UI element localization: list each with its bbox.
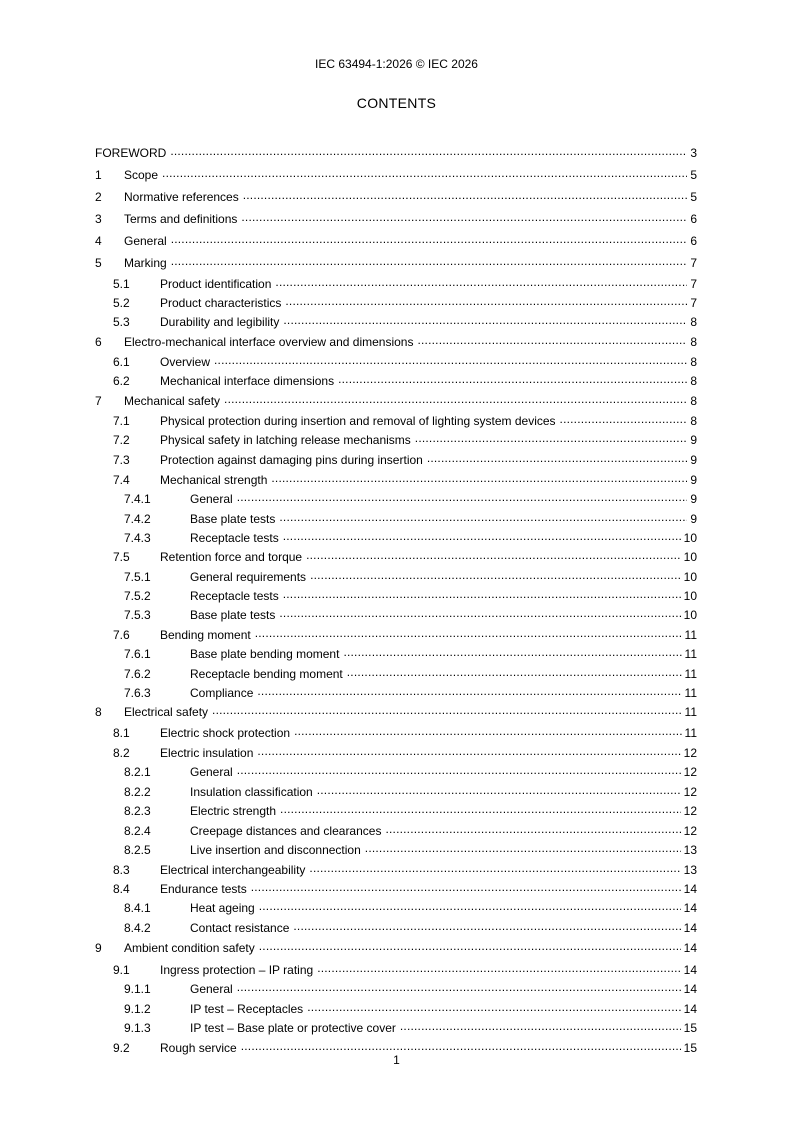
toc-entry[interactable] [95,588,697,603]
toc-entry-page: 5 [690,189,697,204]
toc-entry-page: 10 [683,588,697,603]
dot-leader [338,373,687,385]
dot-leader [237,491,688,503]
dot-leader [237,981,681,993]
toc-entry-number: 8.2 [113,745,130,760]
toc-entry-number: 6.1 [113,354,130,369]
dot-leader [427,452,687,464]
toc-entry[interactable] [95,393,697,408]
toc-entry-label: Heat ageing [190,900,255,915]
toc-entry-number: 5.2 [113,295,130,310]
dot-leader [317,784,681,796]
toc-entry-page: 13 [683,842,697,857]
dot-leader [347,666,682,678]
toc-entry-label: General [190,764,233,779]
toc-entry[interactable] [95,862,697,877]
dot-leader [310,569,681,581]
toc-entry-number: 7.6.1 [124,646,151,661]
dot-leader [251,881,681,893]
toc-entry-label: Protection against damaging pins during insertion [160,452,423,467]
toc-entry-label: Mechanical strength [160,472,268,487]
toc-entry-number: 5 [95,255,102,270]
toc-entry-page: 11 [684,666,697,681]
toc-entry-page: 11 [684,627,697,642]
toc-entry-number: 8.4 [113,881,130,896]
toc-entry-page: 9 [690,511,697,526]
toc-entry-number: 8.4.2 [124,920,151,935]
toc-entry-label: Electro-mechanical interface overview and dimensions [124,334,414,349]
dot-leader [283,314,687,326]
toc-entry[interactable] [95,940,697,955]
toc-entry-label: Base plate tests [190,511,276,526]
dot-leader [171,233,688,245]
toc-entry-label: Receptacle tests [190,588,279,603]
dot-leader [241,1040,681,1052]
dot-leader [385,823,680,835]
toc-entry[interactable] [95,725,697,740]
toc-entry-number: 8.2.2 [124,784,151,799]
toc-entry[interactable] [95,1020,697,1035]
toc-entry-page: 8 [690,334,697,349]
toc-entry-label: General [190,981,233,996]
toc-entry[interactable] [95,233,697,248]
toc-entry[interactable] [95,842,697,857]
dot-leader [271,472,687,484]
dot-leader [275,276,687,288]
dot-leader [241,211,687,223]
toc-entry-page: 7 [690,276,697,291]
toc-entry-label: Mechanical interface dimensions [160,373,335,388]
dot-leader [259,940,681,952]
dot-leader [214,354,687,366]
toc-entry-label: Electric shock protection [160,725,291,740]
toc-entry-page: 11 [684,704,697,719]
dot-leader [280,803,681,815]
toc-entry[interactable] [95,530,697,545]
toc-entry-number: 7.4 [113,472,130,487]
toc-entry-number: 8.2.1 [124,764,151,779]
document-header: IEC 63494-1:2026 © IEC 2026 [315,57,478,71]
toc-entry-label: Contact resistance [190,920,290,935]
toc-entry[interactable] [95,803,697,818]
toc-entry-label: Physical protection during insertion and removal of lighting system devices [160,413,556,428]
toc-entry-number: 8.2.4 [124,823,151,838]
toc-entry-label: Electrical interchangeability [160,862,306,877]
toc-entry-number: 7.4.3 [124,530,151,545]
dot-leader [365,842,681,854]
toc-entry-page: 6 [690,211,697,226]
toc-entry-number: 7.6.2 [124,666,151,681]
toc-entry-label: Base plate bending moment [190,646,340,661]
toc-entry-page: 9 [690,472,697,487]
toc-entry[interactable] [95,745,697,760]
dot-leader [162,167,687,179]
toc-entry[interactable] [95,276,697,291]
toc-entry-page: 8 [690,354,697,369]
toc-entry-label: Live insertion and disconnection [190,842,361,857]
toc-entry-page: 14 [683,900,697,915]
toc-entry-number: 7.5.3 [124,607,151,622]
toc-entry-label: IP test – Receptacles [190,1001,304,1016]
toc-entry-label: IP test – Base plate or protective cover [190,1020,396,1035]
toc-entry[interactable] [95,823,697,838]
toc-entry-page: 10 [683,549,697,564]
toc-entry-label: Durability and legibility [160,314,280,329]
toc-entry[interactable] [95,413,697,428]
toc-entry-page: 12 [683,823,697,838]
toc-entry-page: 12 [683,803,697,818]
dot-leader [170,145,687,157]
toc-entry-page: 11 [684,685,697,700]
toc-entry-label: Marking [124,255,167,270]
toc-entry-number: 2 [95,189,102,204]
toc-entry-label: General [190,491,233,506]
toc-entry-number: 6.2 [113,373,130,388]
toc-entry-label: Electrical safety [124,704,209,719]
toc-entry-page: 15 [683,1020,697,1035]
toc-entry-page: 12 [683,745,697,760]
toc-entry-label: FOREWORD [95,145,167,160]
toc-entry-page: 10 [683,607,697,622]
dot-leader [285,295,687,307]
toc-entry[interactable] [95,511,697,526]
toc-entry-label: Insulation classification [190,784,313,799]
toc-entry-number: 7.1 [113,413,130,428]
dot-leader [294,725,681,737]
toc-entry-label: Physical safety in latching release mechanisms [160,432,411,447]
toc-entry-number: 7 [95,393,102,408]
page-title: CONTENTS [356,95,437,111]
dot-leader [317,962,680,974]
toc-entry-label: Creepage distances and clearances [190,823,382,838]
toc-entry[interactable] [95,314,697,329]
toc-entry[interactable] [95,452,697,467]
toc-entry[interactable] [95,334,697,349]
toc-entry-label: Endurance tests [160,881,247,896]
toc-entry-label: Receptacle tests [190,530,279,545]
toc-entry-number: 8.2.3 [124,803,151,818]
dot-leader [171,255,688,267]
dot-leader [415,432,688,444]
toc-entry[interactable] [95,962,697,977]
toc-entry-page: 7 [690,295,697,310]
toc-entry-page: 11 [684,725,697,740]
toc-entry[interactable] [95,472,697,487]
toc-entry-number: 9.1 [113,962,130,977]
toc-entry[interactable] [95,646,697,661]
dot-leader [237,764,681,776]
toc-entry[interactable] [95,1001,697,1016]
toc-entry-page: 10 [683,569,697,584]
toc-entry-label: Overview [160,354,211,369]
toc-entry[interactable] [95,764,697,779]
toc-entry[interactable] [95,666,697,681]
dot-leader [309,862,680,874]
toc-entry-page: 14 [683,1001,697,1016]
dot-leader [560,413,688,425]
dot-leader [255,627,682,639]
toc-entry-label: Product characteristics [160,295,282,310]
toc-entry-page: 14 [683,962,697,977]
dot-leader [307,1001,680,1013]
toc-entry-number: 7.2 [113,432,130,447]
toc-entry[interactable] [95,491,697,506]
toc-entry-page: 7 [690,255,697,270]
toc-entry-page: 14 [683,940,697,955]
toc-entry[interactable] [95,189,697,204]
toc-entry-page: 14 [683,920,697,935]
toc-entry-label: Electric strength [190,803,277,818]
dot-leader [400,1020,681,1032]
toc-entry-page: 14 [683,981,697,996]
dot-leader [279,607,680,619]
toc-entry-number: 6 [95,334,102,349]
dot-leader [279,511,687,523]
toc-entry[interactable] [95,627,697,642]
toc-entry-label: General requirements [190,569,307,584]
dot-leader [306,549,681,561]
toc-entry-page: 8 [690,373,697,388]
toc-entry[interactable] [95,881,697,896]
toc-entry-number: 7.5.2 [124,588,151,603]
toc-entry-number: 7.6.3 [124,685,151,700]
toc-entry-page: 9 [690,452,697,467]
toc-entry-number: 9.1.1 [124,981,151,996]
toc-entry-number: 5.1 [113,276,130,291]
toc-entry-number: 5.3 [113,314,130,329]
toc-entry-page: 15 [683,1040,697,1055]
dot-leader [212,704,682,716]
toc-entry-label: General [124,233,167,248]
toc-entry-number: 8 [95,704,102,719]
dot-leader [243,189,688,201]
toc-entry[interactable] [95,607,697,622]
toc-entry[interactable] [95,373,697,388]
toc-entry-page: 14 [683,881,697,896]
toc-entry-number: 8.1 [113,725,130,740]
toc-entry-number: 3 [95,211,102,226]
toc-entry-label: Rough service [160,1040,237,1055]
toc-entry-label: Product identification [160,276,272,291]
toc-entry-number: 7.5.1 [124,569,151,584]
page-number: 1 [393,1053,400,1067]
toc-entry-label: Base plate tests [190,607,276,622]
toc-entry-number: 9.1.2 [124,1001,151,1016]
toc-entry-page: 8 [690,314,697,329]
toc-entry-page: 12 [683,784,697,799]
toc-entry-label: Terms and definitions [124,211,238,226]
dot-leader [259,900,681,912]
toc-entry-label: Retention force and torque [160,549,303,564]
toc-entry-number: 8.3 [113,862,130,877]
toc-entry[interactable] [95,354,697,369]
toc-entry-label: Mechanical safety [124,393,221,408]
dot-leader [283,588,681,600]
toc-entry-number: 1 [95,167,102,182]
toc-entry-label: Bending moment [160,627,251,642]
dot-leader [417,334,687,346]
toc-entry[interactable] [95,981,697,996]
dot-leader [257,685,681,697]
dot-leader [343,646,681,658]
toc-entry-number: 8.4.1 [124,900,151,915]
toc-entry-page: 9 [690,491,697,506]
toc-entry-page: 13 [683,862,697,877]
toc-entry[interactable] [95,920,697,935]
toc-entry-page: 10 [683,530,697,545]
toc-entry-label: Normative references [124,189,239,204]
toc-entry-label: Ingress protection – IP rating [160,962,314,977]
toc-entry-number: 7.6 [113,627,130,642]
toc-entry[interactable] [95,569,697,584]
toc-entry[interactable] [95,432,697,447]
dot-leader [257,745,680,757]
dot-leader [283,530,681,542]
toc-entry-number: 9.2 [113,1040,130,1055]
toc-entry-number: 7.4.1 [124,491,151,506]
toc-entry[interactable] [95,549,697,564]
toc-entry[interactable] [95,211,697,226]
toc-entry-label: Ambient condition safety [124,940,255,955]
toc-entry[interactable] [95,784,697,799]
toc-entry-label: Compliance [190,685,254,700]
toc-entry-page: 8 [690,393,697,408]
toc-entry[interactable] [95,145,697,160]
toc-entry-number: 9 [95,940,102,955]
toc-entry-page: 3 [690,145,697,160]
toc-entry-number: 9.1.3 [124,1020,151,1035]
toc-entry-page: 8 [690,413,697,428]
toc-entry-page: 9 [690,432,697,447]
toc-entry-number: 7.4.2 [124,511,151,526]
toc-entry-page: 11 [684,646,697,661]
dot-leader [293,920,680,932]
toc-entry[interactable] [95,704,697,719]
toc-entry[interactable] [95,900,697,915]
dot-leader [224,393,687,405]
toc-entry-page: 12 [683,764,697,779]
toc-entry-label: Scope [124,167,159,182]
toc-entry-label: Electric insulation [160,745,254,760]
toc-entry-number: 7.5 [113,549,130,564]
toc-entry-page: 6 [690,233,697,248]
toc-entry-label: Receptacle bending moment [190,666,343,681]
toc-entry-number: 8.2.5 [124,842,151,857]
toc-entry-number: 7.3 [113,452,130,467]
toc-entry[interactable] [95,167,697,182]
toc-entry[interactable] [95,685,697,700]
toc-entry[interactable] [95,295,697,310]
toc-entry[interactable] [95,255,697,270]
toc-entry-number: 4 [95,233,102,248]
toc-entry-page: 5 [690,167,697,182]
